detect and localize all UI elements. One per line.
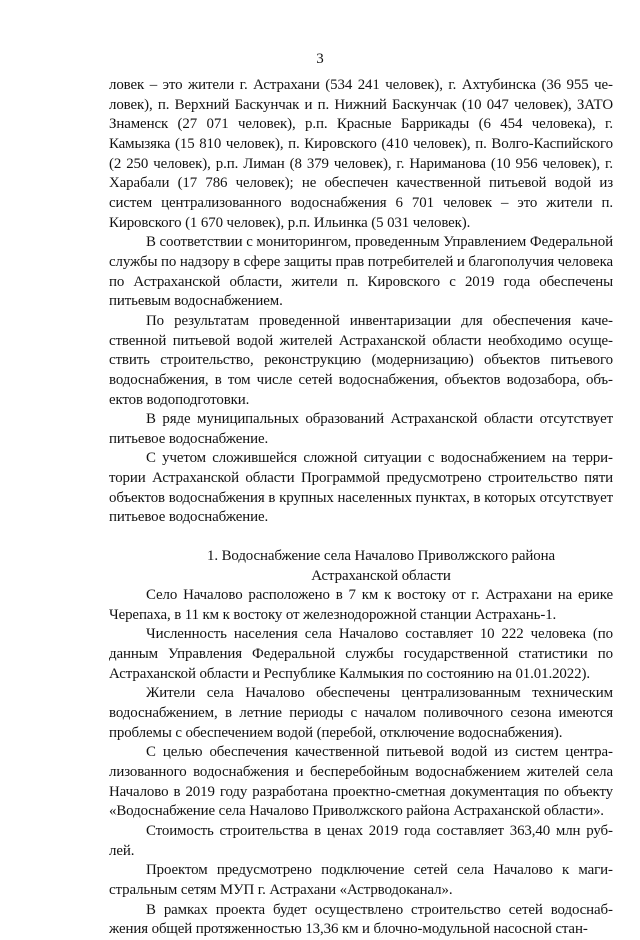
paragraph-no-water: В ряде муниципальных образований Астраханской области отсутствует питьевое водоснабжение. <box>109 411 613 447</box>
section-heading <box>109 546 613 586</box>
paragraph-population: Численность населения села Началово составляет 10 222 человека (по данным Управления Федеральной службы государственной статистики по Астраханской области и Республике Калмыкия по состоянию на 01.01.2022). <box>109 626 613 682</box>
paragraph-program: С учетом сложившейся сложной ситуации с водоснабжением на территории Астраханской области Программой предусмотрено строительство пяти объектов водоснабжения в крупных населенных пунктах, в которых отсутствует питьевое водоснабжение. <box>109 450 613 526</box>
page-number: 3 <box>316 51 324 67</box>
paragraph-cost: Стоимость строительства в ценах 2019 года составляет 363,40 млн рублей. <box>109 822 613 859</box>
section-heading-line2: Астраханской области <box>311 568 451 585</box>
paragraph-monitoring: В соответствии с мониторингом, проведенным Управлением Федеральной службы по надзору в сфере защиты прав потребителей и благополучия человека по Астраханской области, жители п. Кировского с 2019 года обеспечены питьевым водоснабжением. <box>109 234 613 310</box>
page-body <box>109 76 613 940</box>
paragraph-connection: Проектом предусмотрено подключение сетей села Началово к магистральным сетям МУП г. Астрахани «Астрводоканал». <box>109 862 613 898</box>
paragraph-location: Село Началово расположено в 7 км к востоку от г. Астрахани на ерике Черепаха, в 11 км к востоку от железнодорожной станции Астрахань-1. <box>109 587 613 623</box>
paragraph-construction: В рамках проекта будет осуществлено строительство сетей водоснабжения общей протяженностью 13,36 км и блочно-модульной насосной стан- <box>109 901 613 938</box>
paragraph-population-list: ловек – это жители г. Астрахани (534 241 человек), г. Ахтубинска (36 955 человек), п. Верхний Баскунчак и п. Нижний Баскунчак (10 047 человек), ЗАТО Знаменск (27 071 человек), р.п. Красные Баррикады (6 454 человека), г. Камызяка (15 810 человек), п. Кировского (410 человек), п. Волго-Каспийского (2 250 человек), р.п. Лиман (8 379 человек), г. Нариманова (10 956 человек), г. Харабали (17 786 человек); не обеспечен качественной питьевой водой из систем централизованного водоснабжения 6 701 человек – это жители п. Кировского (1 670 человек), р.п. Ильинка (5 031 человек). <box>109 77 613 231</box>
paragraph-design-docs: С целью обеспечения качественной питьевой водой из систем централизованного водоснабжения и бесперебойным водоснабжением жителей села Началово в 2019 году разработана проектно-сметная документация по объекту «Водоснабжение села Началово Приволжского района Астраханской области». <box>109 744 613 820</box>
paragraph-inventory: По результатам проведенной инвентаризации для обеспечения качественной питьевой водой жителей Астраханской области необходимо осуществить строительство, реконструкцию (модернизацию) объектов питьевого водоснабжения, в том числе сетей водоснабжения, объектов водозабора, объектов водоподготовки. <box>109 312 613 408</box>
section-heading-line1: 1. Водоснабжение села Началово Приволжского района <box>206 548 555 565</box>
paragraph-technical-supply: Жители села Началово обеспечены централизованным техническим водоснабжением, в летние периоды с началом поливочного сезона имеются проблемы с обеспечением водой (перебой, отключение водоснабжения). <box>109 685 613 741</box>
